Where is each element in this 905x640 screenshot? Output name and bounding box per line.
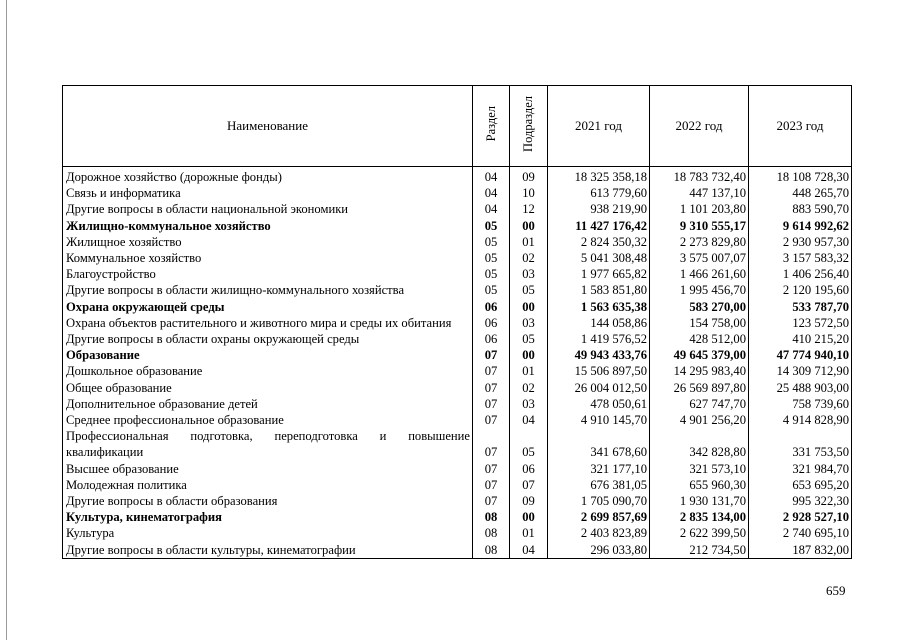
- row-subsection: 01: [510, 363, 548, 379]
- table-row: [63, 461, 852, 477]
- row-value-2023: 331 753,50: [749, 428, 852, 460]
- row-name: Другие вопросы в области национальной экономики: [63, 201, 473, 217]
- row-subsection: 00: [510, 509, 548, 525]
- row-value-2021: 478 050,61: [548, 396, 650, 412]
- row-section: 05: [473, 218, 510, 234]
- row-section: 06: [473, 331, 510, 347]
- row-section: 05: [473, 234, 510, 250]
- table-row: [63, 167, 852, 186]
- row-section: 08: [473, 525, 510, 541]
- row-value-2022: 1 930 131,70: [650, 493, 749, 509]
- row-section: 07: [473, 347, 510, 363]
- table-row: [63, 493, 852, 509]
- row-name: Культура: [63, 525, 473, 541]
- row-subsection: 02: [510, 380, 548, 396]
- row-name: Охрана объектов растительного и животного мира и среды их обитания: [63, 315, 473, 331]
- row-value-2023: 883 590,70: [749, 201, 852, 217]
- row-name: Культура, кинематография: [63, 509, 473, 525]
- row-value-2023: 758 739,60: [749, 396, 852, 412]
- row-section: 04: [473, 201, 510, 217]
- row-name: Жилищное хозяйство: [63, 234, 473, 250]
- row-value-2021: 26 004 012,50: [548, 380, 650, 396]
- row-name: Образование: [63, 347, 473, 363]
- row-subsection: 04: [510, 542, 548, 559]
- row-value-2022: 627 747,70: [650, 396, 749, 412]
- row-value-2021: 1 705 090,70: [548, 493, 650, 509]
- row-value-2023: 321 984,70: [749, 461, 852, 477]
- row-value-2022: 26 569 897,80: [650, 380, 749, 396]
- row-name: Жилищно-коммунальное хозяйство: [63, 218, 473, 234]
- row-section: 07: [473, 428, 510, 460]
- row-subsection: 03: [510, 396, 548, 412]
- row-name: Благоустройство: [63, 266, 473, 282]
- row-value-2021: 4 910 145,70: [548, 412, 650, 428]
- row-subsection: 09: [510, 493, 548, 509]
- row-subsection: 07: [510, 477, 548, 493]
- page-number: 659: [826, 583, 846, 598]
- row-value-2023: 448 265,70: [749, 185, 852, 201]
- row-subsection: 00: [510, 299, 548, 315]
- table-row: [63, 315, 852, 331]
- row-value-2021: 296 033,80: [548, 542, 650, 559]
- row-value-2022: 2 273 829,80: [650, 234, 749, 250]
- row-value-2023: 14 309 712,90: [749, 363, 852, 379]
- row-value-2023: 47 774 940,10: [749, 347, 852, 363]
- row-value-2021: 341 678,60: [548, 428, 650, 460]
- row-value-2022: 655 960,30: [650, 477, 749, 493]
- row-value-2022: 18 783 732,40: [650, 167, 749, 186]
- row-value-2022: 9 310 555,17: [650, 218, 749, 234]
- row-value-2023: 995 322,30: [749, 493, 852, 509]
- row-subsection: 05: [510, 428, 548, 460]
- row-subsection: 09: [510, 167, 548, 186]
- table-row: [63, 477, 852, 493]
- row-section: 04: [473, 167, 510, 186]
- row-subsection: 00: [510, 218, 548, 234]
- row-section: 06: [473, 315, 510, 331]
- row-section: 05: [473, 250, 510, 266]
- row-value-2023: 9 614 992,62: [749, 218, 852, 234]
- row-subsection: 03: [510, 266, 548, 282]
- row-name: Дополнительное образование детей: [63, 396, 473, 412]
- table-row: [63, 363, 852, 379]
- row-subsection: 03: [510, 315, 548, 331]
- table-row: [63, 380, 852, 396]
- row-value-2021: 11 427 176,42: [548, 218, 650, 234]
- row-value-2022: 321 573,10: [650, 461, 749, 477]
- row-section: 07: [473, 477, 510, 493]
- row-section: 07: [473, 412, 510, 428]
- page-edge-line: [6, 0, 7, 640]
- budget-table: [62, 85, 852, 559]
- row-value-2021: 2 824 350,32: [548, 234, 650, 250]
- row-name: Другие вопросы в области жилищно-коммунального хозяйства: [63, 282, 473, 298]
- row-value-2023: 410 215,20: [749, 331, 852, 347]
- row-name: Дошкольное образование: [63, 363, 473, 379]
- row-name: Коммунальное хозяйство: [63, 250, 473, 266]
- row-value-2023: 4 914 828,90: [749, 412, 852, 428]
- row-subsection: 02: [510, 250, 548, 266]
- row-section: 07: [473, 396, 510, 412]
- row-name: Охрана окружающей среды: [63, 299, 473, 315]
- table-row: [63, 266, 852, 282]
- header-name: Наименование: [63, 86, 473, 167]
- row-value-2021: 676 381,05: [548, 477, 650, 493]
- row-value-2022: 2 622 399,50: [650, 525, 749, 541]
- row-name: Дорожное хозяйство (дорожные фонды): [63, 167, 473, 186]
- row-section: 07: [473, 363, 510, 379]
- table-row: [63, 347, 852, 363]
- row-subsection: 12: [510, 201, 548, 217]
- table-body: [63, 167, 852, 559]
- row-value-2022: 1 466 261,60: [650, 266, 749, 282]
- table-row: [63, 299, 852, 315]
- row-value-2022: 428 512,00: [650, 331, 749, 347]
- table-row: [63, 396, 852, 412]
- header-2021: 2021 год: [548, 86, 650, 167]
- row-value-2021: 2 403 823,89: [548, 525, 650, 541]
- row-value-2022: 49 645 379,00: [650, 347, 749, 363]
- table-row: [63, 218, 852, 234]
- row-value-2021: 2 699 857,69: [548, 509, 650, 525]
- row-value-2022: 1 101 203,80: [650, 201, 749, 217]
- row-value-2023: 2 928 527,10: [749, 509, 852, 525]
- row-value-2022: 447 137,10: [650, 185, 749, 201]
- row-value-2022: 583 270,00: [650, 299, 749, 315]
- row-name: Молодежная политика: [63, 477, 473, 493]
- row-value-2023: 18 108 728,30: [749, 167, 852, 186]
- row-section: 04: [473, 185, 510, 201]
- row-name: Другие вопросы в области культуры, кинематографии: [63, 542, 473, 559]
- header-subsection: [510, 86, 548, 167]
- row-value-2021: 5 041 308,48: [548, 250, 650, 266]
- row-value-2021: 613 779,60: [548, 185, 650, 201]
- row-value-2023: 2 930 957,30: [749, 234, 852, 250]
- row-value-2021: 49 943 433,76: [548, 347, 650, 363]
- header-section: [473, 86, 510, 167]
- table-row: [63, 331, 852, 347]
- row-name: Связь и информатика: [63, 185, 473, 201]
- table-row: [63, 185, 852, 201]
- row-name: Другие вопросы в области образования: [63, 493, 473, 509]
- row-section: 05: [473, 282, 510, 298]
- row-value-2021: 938 219,90: [548, 201, 650, 217]
- row-value-2021: 1 419 576,52: [548, 331, 650, 347]
- row-subsection: 06: [510, 461, 548, 477]
- row-subsection: 05: [510, 282, 548, 298]
- row-value-2021: 1 583 851,80: [548, 282, 650, 298]
- row-name: Среднее профессиональное образование: [63, 412, 473, 428]
- row-section: 05: [473, 266, 510, 282]
- header-section-label: Раздел: [483, 106, 498, 142]
- row-value-2022: 2 835 134,00: [650, 509, 749, 525]
- header-subsection-label: Подраздел: [521, 95, 536, 152]
- row-section: 07: [473, 461, 510, 477]
- table-row: [63, 234, 852, 250]
- table-row: [63, 201, 852, 217]
- header-row: [63, 86, 852, 167]
- row-value-2021: 1 563 635,38: [548, 299, 650, 315]
- table-row: [63, 282, 852, 298]
- row-subsection: 00: [510, 347, 548, 363]
- table-row: [63, 542, 852, 559]
- table-row: [63, 250, 852, 266]
- table-row: [63, 428, 852, 460]
- row-value-2022: 212 734,50: [650, 542, 749, 559]
- row-section: 06: [473, 299, 510, 315]
- row-value-2023: 2 740 695,10: [749, 525, 852, 541]
- header-2022: 2022 год: [650, 86, 749, 167]
- row-value-2022: 3 575 007,07: [650, 250, 749, 266]
- row-subsection: 04: [510, 412, 548, 428]
- table-row: [63, 509, 852, 525]
- row-subsection: 01: [510, 525, 548, 541]
- row-value-2023: 1 406 256,40: [749, 266, 852, 282]
- row-name: Высшее образование: [63, 461, 473, 477]
- row-value-2023: 653 695,20: [749, 477, 852, 493]
- row-value-2021: 321 177,10: [548, 461, 650, 477]
- row-value-2022: 4 901 256,20: [650, 412, 749, 428]
- row-value-2023: 25 488 903,00: [749, 380, 852, 396]
- row-value-2022: 1 995 456,70: [650, 282, 749, 298]
- row-subsection: 05: [510, 331, 548, 347]
- row-section: 07: [473, 493, 510, 509]
- row-value-2023: 2 120 195,60: [749, 282, 852, 298]
- row-value-2021: 15 506 897,50: [548, 363, 650, 379]
- table-row: [63, 525, 852, 541]
- row-value-2021: 1 977 665,82: [548, 266, 650, 282]
- row-section: 08: [473, 542, 510, 559]
- row-name: Общее образование: [63, 380, 473, 396]
- row-value-2023: 3 157 583,32: [749, 250, 852, 266]
- row-value-2023: 533 787,70: [749, 299, 852, 315]
- row-value-2022: 342 828,80: [650, 428, 749, 460]
- row-name: Профессиональная подготовка, переподготовка и повышение квалификации: [63, 428, 473, 460]
- row-value-2023: 123 572,50: [749, 315, 852, 331]
- row-value-2022: 154 758,00: [650, 315, 749, 331]
- row-value-2022: 14 295 983,40: [650, 363, 749, 379]
- row-value-2021: 18 325 358,18: [548, 167, 650, 186]
- row-name: Другие вопросы в области охраны окружающей среды: [63, 331, 473, 347]
- row-value-2021: 144 058,86: [548, 315, 650, 331]
- row-subsection: 10: [510, 185, 548, 201]
- row-section: 07: [473, 380, 510, 396]
- table-row: [63, 412, 852, 428]
- row-subsection: 01: [510, 234, 548, 250]
- header-2023: 2023 год: [749, 86, 852, 167]
- row-value-2023: 187 832,00: [749, 542, 852, 559]
- row-section: 08: [473, 509, 510, 525]
